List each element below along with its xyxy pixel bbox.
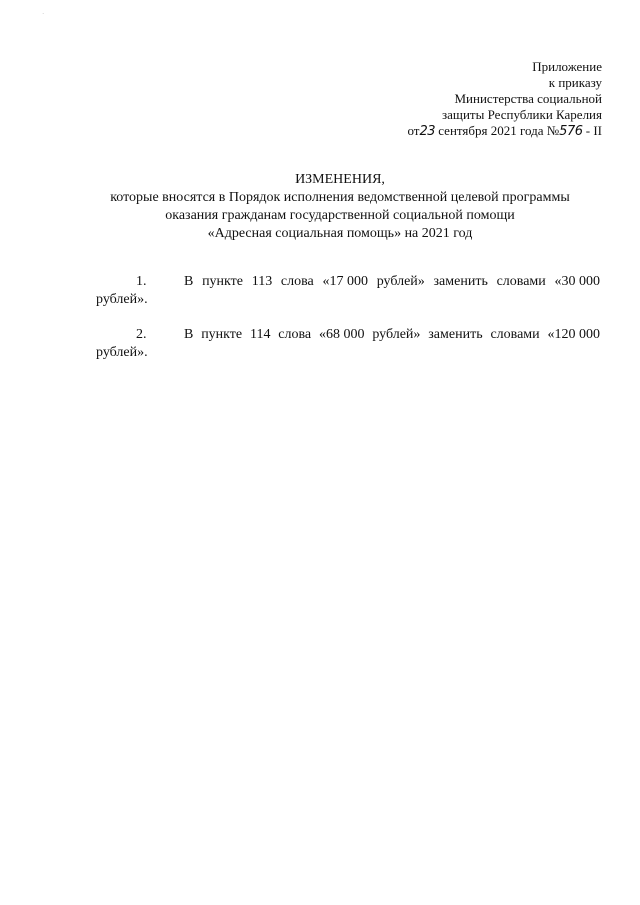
amendment-text [184, 273, 600, 291]
word: «120 000 [547, 327, 600, 342]
title-heading: ИЗМЕНЕНИЯ, [295, 172, 385, 187]
word: слова [278, 327, 312, 342]
amendment-first-line [96, 273, 600, 291]
amendment-number: 2. [136, 327, 147, 342]
appendix-ministry-region: защиты Республики Карелия [442, 107, 602, 122]
order-number-suffix: - II [582, 123, 602, 138]
amendment-item [96, 273, 600, 309]
word: заменить [433, 274, 488, 289]
word: словами [496, 274, 546, 289]
amendment-text [184, 326, 600, 344]
word: «17 000 [322, 274, 368, 289]
handwritten-day: 23 [419, 124, 435, 139]
word: рублей» [372, 327, 421, 342]
appendix-ministry: Министерства социальной [454, 91, 602, 106]
appendix-header [407, 59, 602, 140]
word: В [184, 274, 194, 289]
document-title [60, 171, 620, 243]
appendix-order-ref: к приказу [548, 75, 602, 90]
word: «30 000 [554, 274, 600, 289]
word: пункте [202, 274, 243, 289]
word: пункте [201, 327, 243, 342]
amendment-number: 1. [136, 274, 147, 289]
word: заменить [428, 327, 483, 342]
amendment-first-line [96, 326, 600, 344]
word: 113 [251, 274, 273, 289]
word: словами [490, 327, 540, 342]
handwritten-order-number: 576 [559, 124, 583, 139]
appendix-label: Приложение [532, 59, 602, 74]
scan-mark: · [42, 10, 45, 18]
word: рублей» [376, 274, 425, 289]
amendment-continuation: рублей». [96, 345, 148, 360]
title-line-3: оказания гражданам государственной социальной помощи [165, 208, 515, 223]
word: «68 000 [318, 327, 365, 342]
amendment-item [96, 326, 600, 362]
amendments-list [96, 273, 600, 379]
word: слова [280, 274, 314, 289]
title-line-2: которые вносятся в Порядок исполнения ведомственной целевой программы [110, 190, 570, 205]
word: В [184, 327, 194, 342]
word: 114 [249, 327, 271, 342]
appendix-date-line [407, 123, 602, 140]
title-line-4: «Адресная социальная помощь» на 2021 год [207, 226, 473, 241]
date-middle: сентября 2021 года № [435, 123, 560, 138]
date-prefix: от [407, 123, 420, 138]
amendment-continuation: рублей». [96, 292, 148, 307]
